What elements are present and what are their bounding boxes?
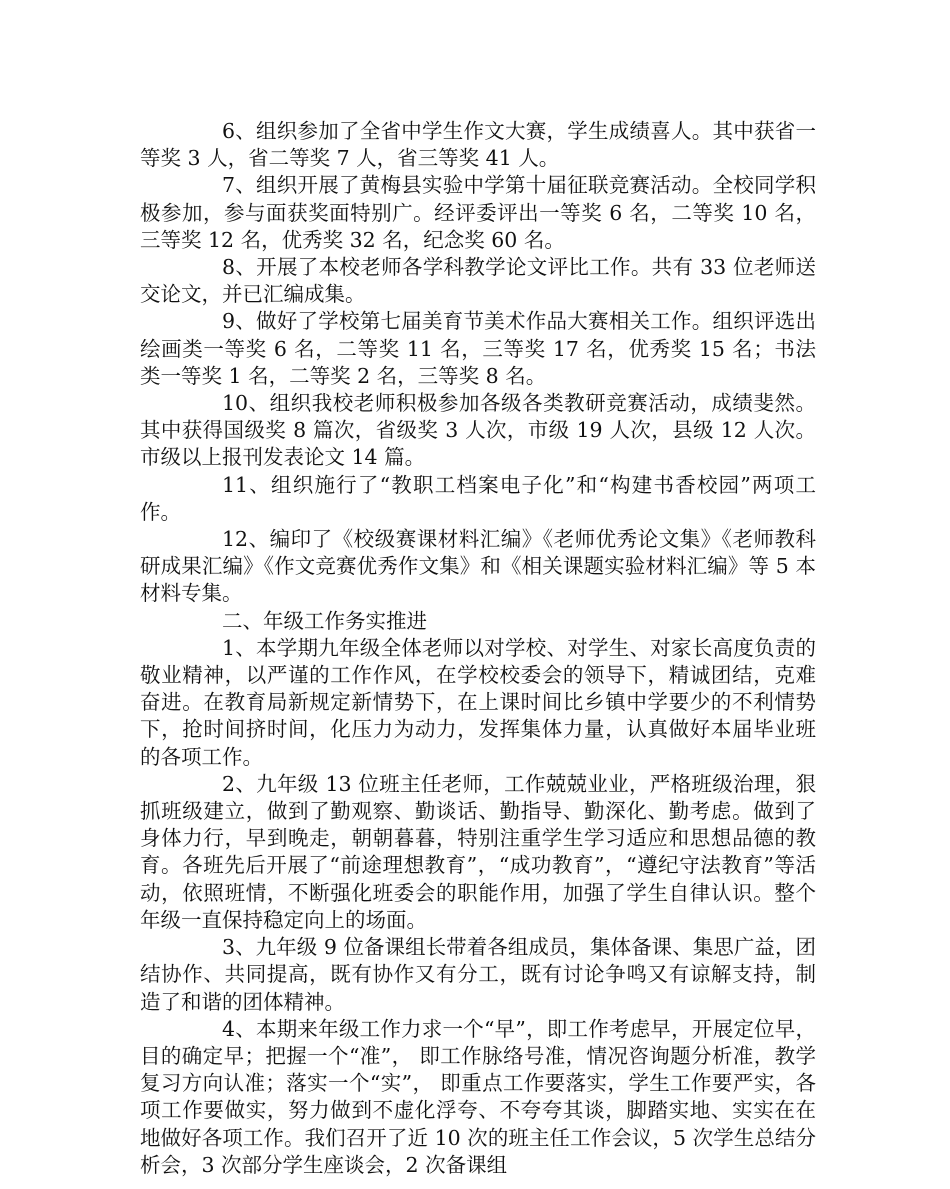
paragraph-item-8: 8、开展了本校老师各学科教学论文评比工作。共有 33 位老师送交论文，并已汇编成集。: [140, 255, 816, 307]
paragraph-item-9: 9、做好了学校第七届美育节美术作品大赛相关工作。组织评选出绘画类一等奖 6 名，二等奖 11 名，三等奖 17 名，优秀奖 15 名；书法类一等奖 1 名，二等奖 2 名，三等奖 8 名。: [140, 309, 816, 388]
paragraph-grade-2: 2、九年级 13 位班主任老师，工作兢兢业业，严格班级治理，狠抓班级建立，做到了勤观察、勤谈话、勤指导、勤深化、勤考虑。做到了身体力行，早到晚走，朝朝暮暮，特别注重学生学习适应和思想品德的教育。各班先后开展了“前途理想教育”，“成功教育”，“遵纪守法教育”等活动，依照班情，不断强化班委会的职能作用，加强了学生自律认识。整个年级一直保持稳定向上的场面。: [140, 771, 816, 932]
paragraph-grade-3: 3、九年级 9 位备课组长带着各组成员，集体备课、集思广益，团结协作、共同提高，既有协作又有分工，既有讨论争鸣又有谅解支持，制造了和谐的团体精神。: [140, 935, 816, 1014]
section-heading: 二、年级工作务实推进: [222, 608, 427, 633]
paragraph-grade-4: 4、本期来年级工作力求一个“早”，即工作考虑早，开展定位早，目的确定早；把握一个“准”， 即工作脉络号准，情况咨询题分析准，教学复习方向认准；落实一个“实”， 即重点工作要落实，学生工作要严实，各项工作要做实，努力做到不虚化浮夸、不夸夸其谈，脚踏实地、实实在在地做好各项工作。我们召开了近 10 次的班主任工作会议，5 次学生总结分析会，3 次部分学生座谈会，2 次备课组: [140, 1016, 816, 1177]
paragraph-item-12: 12、编印了《校级赛课材料汇编》《老师优秀论文集》《老师教科研成果汇编》《作文竞赛优秀作文集》和《相关课题实验材料汇编》等 5 本材料专集。: [140, 527, 816, 606]
document-page: [140, 118, 816, 1179]
paragraph-item-11: 11、组织施行了“教职工档案电子化”和“构建书香校园”两项工作。: [140, 472, 816, 524]
paragraph-item-7: 7、组织开展了黄梅县实验中学第十届征联竞赛活动。全校同学积极参加，参与面获奖面特别广。经评委评出一等奖 6 名，二等奖 10 名，三等奖 12 名，优秀奖 32 名，纪念奖 60 名。: [140, 173, 816, 252]
paragraph-item-6: 6、组织参加了全省中学生作文大赛，学生成绩喜人。其中获省一等奖 3 人，省二等奖 7 人，省三等奖 41 人。: [140, 119, 816, 171]
paragraph-grade-1: 1、本学期九年级全体老师以对学校、对学生、对家长高度负责的敬业精神，以严谨的工作作风，在学校校委会的领导下，精诚团结，克难奋进。在教育局新规定新情势下，在上课时间比乡镇中学要少的不利情势下，抢时间挤时间，化压力为动力，发挥集体力量，认真做好本届毕业班的各项工作。: [140, 635, 816, 769]
paragraph-item-10: 10、组织我校老师积极参加各级各类教研竞赛活动，成绩斐然。其中获得国级奖 8 篇次，省级奖 3 人次，市级 19 人次，县级 12 人次。市级以上报刊发表论文 14 篇。: [140, 391, 816, 470]
